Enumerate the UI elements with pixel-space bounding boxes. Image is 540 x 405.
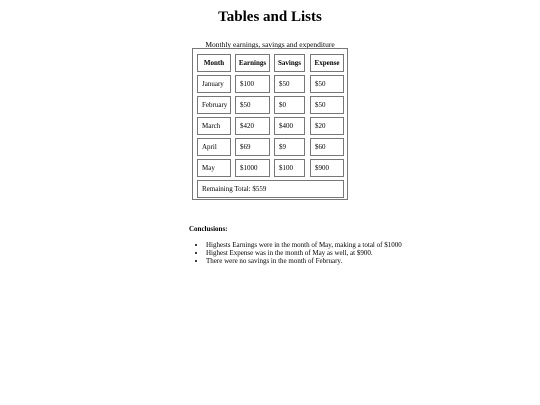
table-cell: $420	[235, 117, 270, 135]
page-title: Tables and Lists	[218, 9, 322, 25]
conclusions-list	[189, 241, 402, 265]
header-savings: Savings	[274, 54, 305, 72]
monthly-table	[192, 48, 348, 200]
table-cell: April	[197, 138, 231, 156]
table-cell: $1000	[235, 159, 270, 177]
header-expense: Expense	[310, 54, 344, 72]
table-cell: $0	[274, 96, 305, 114]
table-cell: $9	[274, 138, 305, 156]
conclusions-heading: Conclusions:	[189, 225, 228, 233]
table-cell: $20	[310, 117, 344, 135]
table-cell: March	[197, 117, 231, 135]
list-item: • There were no savings in the month of February.	[206, 257, 402, 265]
header-month: Month	[197, 54, 231, 72]
table-cell: February	[197, 96, 231, 114]
table-cell: $50	[310, 75, 344, 93]
table-cell: $400	[274, 117, 305, 135]
table-cell: January	[197, 75, 231, 93]
table-caption: Monthly earnings, savings and expenditure	[205, 40, 335, 49]
list-item: • Highests Earnings were in the month of May, making a total of $1000	[206, 241, 402, 249]
table-cell: May	[197, 159, 231, 177]
table-cell: $69	[235, 138, 270, 156]
table-cell: $900	[310, 159, 344, 177]
list-item: • Highest Expense was in the month of May as well, at $900.	[206, 249, 402, 257]
table-cell: $100	[235, 75, 270, 93]
table-cell: $100	[274, 159, 305, 177]
header-earnings: Earnings	[235, 54, 270, 72]
remaining-total-cell: Remaining Total: $559	[197, 180, 344, 198]
table-cell: $50	[235, 96, 270, 114]
table-cell: $50	[310, 96, 344, 114]
table-cell: $50	[274, 75, 305, 93]
table-cell: $60	[310, 138, 344, 156]
